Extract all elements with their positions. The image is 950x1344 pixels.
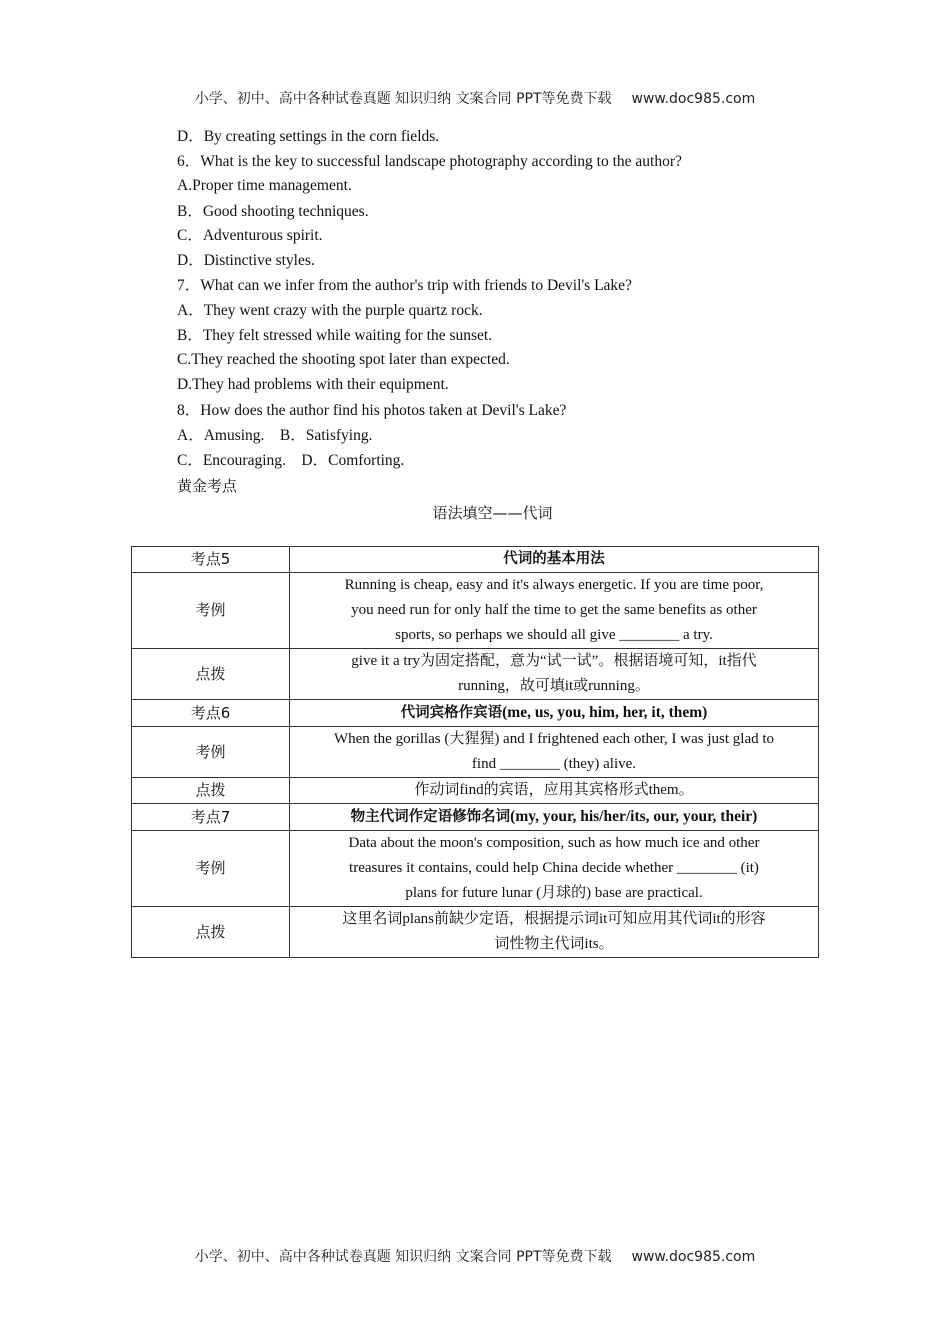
kaodian-5-tip-label: 点拨	[132, 649, 290, 700]
kaodian-6-title-cn: 代词宾格作宾语	[400, 705, 503, 721]
kaodian-7-title-cn: 物主代词作定语修饰名词	[350, 809, 511, 825]
option-6c: C．Adventurous spirit.	[177, 227, 323, 244]
option-7d: D.They had problems with their equipment.	[177, 376, 449, 393]
option-8ab: A．Amusing. B．Satisfying.	[177, 427, 373, 444]
kaodian-6-tip-label: 点拨	[132, 778, 290, 804]
kaodian-6-title-en: (me, us, you, him, her, it, them)	[502, 704, 708, 721]
kaodian-5-example-line: you need run for only half the time to get the same benefits as other	[351, 602, 757, 618]
table-row	[132, 649, 819, 700]
kaodian-7-tip-line: 词性物主代词its。	[494, 936, 614, 952]
kaodian-6-tip-line: 作动词find的宾语，应用其宾格形式them。	[414, 782, 694, 798]
kaodian-5-example-line: Running is cheap, easy and it's always energetic. If you are time poor,	[344, 577, 764, 593]
table-row	[132, 700, 819, 727]
table-row	[132, 727, 819, 778]
kaodian-5-example	[290, 573, 819, 649]
kaodian-6-example-label: 考例	[132, 727, 290, 778]
table-row	[132, 573, 819, 649]
kaodian-7-example-line: plans for future lunar (月球的) base are practical.	[405, 885, 703, 901]
page-header	[0, 88, 950, 108]
section-subtitle: 语法填空——代词	[432, 504, 553, 522]
option-7c: C.They reached the shooting spot later than expected.	[177, 351, 510, 368]
table-row	[132, 778, 819, 804]
section-title: 黄金考点	[177, 477, 238, 495]
footer-text: 小学、初中、高中各种试卷真题 知识归纳 文案合同 PPT等免费下载	[194, 1249, 612, 1265]
kaodian-5-tip	[290, 649, 819, 700]
kaodian-5-tip-line: running，故可填it或running。	[458, 678, 650, 694]
kaodian-6-example-line: find ________ (they) alive.	[471, 756, 637, 772]
kaodian-7-example-line: treasures it contains, could help China decide whether ________ (it)	[349, 860, 759, 876]
option-5d: D．By creating settings in the corn fields.	[177, 128, 440, 145]
kaodian-7-tip-line: 这里名词plans前缺少定语，根据提示词it可知应用其代词it的形容	[342, 911, 766, 927]
kaodian-7-tip	[290, 907, 819, 958]
table-row	[132, 804, 819, 831]
kaodian-7-example	[290, 831, 819, 907]
kaodian-5-tip-line: give it a try为固定搭配，意为“试一试”。根据语境可知，it指代	[351, 653, 757, 669]
kaodian-6-tip	[290, 778, 819, 804]
question-6: 6．What is the key to successful landscape photography according to the author?	[177, 153, 682, 170]
grammar-table	[131, 546, 819, 958]
kaodian-7-title	[290, 804, 819, 831]
kaodian-5-example-line: sports, so perhaps we should all give ________ a try.	[395, 627, 713, 643]
table-row	[132, 547, 819, 573]
option-8cd: C．Encouraging. D．Comforting.	[177, 452, 405, 469]
kaodian-5-label: 考点5	[132, 547, 290, 573]
page-footer	[0, 1246, 950, 1266]
table-row	[132, 831, 819, 907]
option-6a: A.Proper time management.	[177, 177, 352, 194]
question-7: 7．What can we infer from the author's trip with friends to Devil's Lake?	[177, 277, 632, 294]
kaodian-7-example-line: Data about the moon's composition, such as how much ice and other	[348, 835, 760, 851]
kaodian-7-tip-label: 点拨	[132, 907, 290, 958]
kaodian-6-example-line: When the gorillas (大猩猩) and I frightened each other, I was just glad to	[333, 731, 775, 747]
option-7a: A．They went crazy with the purple quartz rock.	[177, 302, 483, 319]
footer-url: www.doc985.com	[631, 1249, 756, 1265]
header-text: 小学、初中、高中各种试卷真题 知识归纳 文案合同 PPT等免费下载	[194, 91, 612, 107]
kaodian-6-example	[290, 727, 819, 778]
kaodian-5-example-label: 考例	[132, 573, 290, 649]
kaodian-7-title-en: (my, your, his/her/its, our, your, their)	[510, 808, 758, 825]
header-url: www.doc985.com	[631, 91, 756, 107]
kaodian-7-label: 考点7	[132, 804, 290, 831]
question-8: 8．How does the author find his photos taken at Devil's Lake?	[177, 402, 567, 419]
option-7b: B．They felt stressed while waiting for the sunset.	[177, 327, 493, 344]
option-6d: D．Distinctive styles.	[177, 252, 315, 269]
kaodian-6-label: 考点6	[132, 700, 290, 727]
option-6b: B．Good shooting techniques.	[177, 203, 369, 220]
table-row	[132, 907, 819, 958]
kaodian-5-title: 代词的基本用法	[290, 547, 819, 573]
kaodian-6-title	[290, 700, 819, 727]
kaodian-7-example-label: 考例	[132, 831, 290, 907]
